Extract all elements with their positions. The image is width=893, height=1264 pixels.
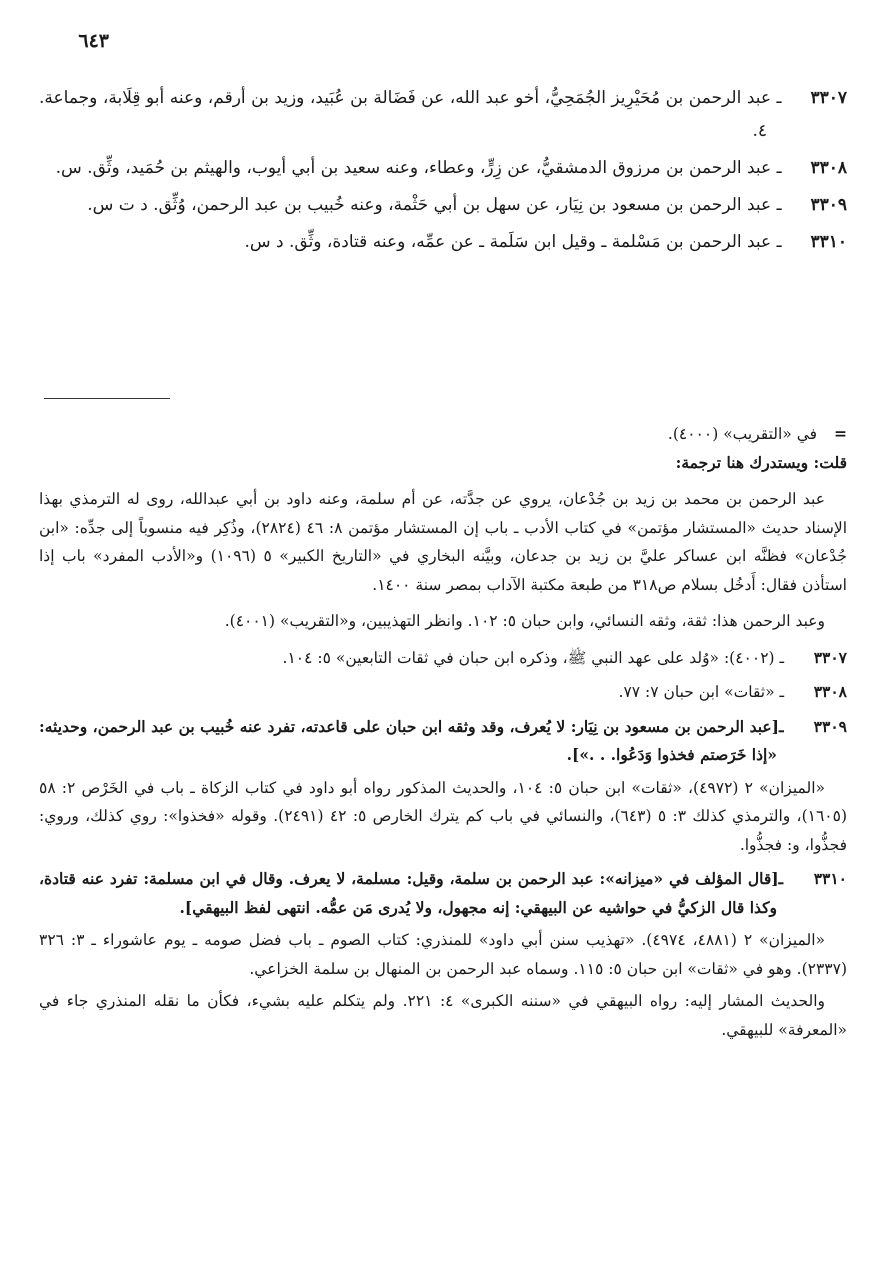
- entry-text: ـ عبد الرحمن بن مَسْلمة ـ وقيل ابن سَلَمة ـ عن عمِّه، وعنه قتادة، وثِّق. د س.: [244, 232, 782, 252]
- footnote-paragraph: عبد الرحمن بن محمد بن زيد بن جُدْعان، يروي عن جدَّته، عن أم سلمة، وعنه داود بن أبي عبدالله، روى له الترمذي بهذا الإسناد حديث «المستشار مؤتمن» في كتاب الأدب ـ باب إن المستشار مؤتمن ٨: ٤٦ (٢٨٢٤)، وذُكِر فيه منسوباً إلى جدِّه: «ابن جُدْعان» فظنَّه ابن عساكر عليَّ بن زيد بن جدعان، وبيَّنه البخاري في «التاريخ الكبير» ٥ (١٠٩٦) و«الأدب المفرد» باب إذا استأذن فقال: أَدخُل بسلام ص٣١٨ من طبعة مكتبة الآداب بمصر سنة ١٤٠٠.: [39, 490, 848, 594]
- footnote-qult: قلت: ويستدرك هنا ترجمة:: [675, 452, 847, 472]
- footnote-item-3309: [39, 713, 847, 770]
- entry-3309: [39, 189, 847, 222]
- page-number: ٦٤٣: [78, 30, 109, 52]
- main-entries: [39, 82, 847, 263]
- footnote-item-number: ٣٣٠٧: [813, 647, 847, 667]
- entry-number: ٣٣٠٨: [810, 158, 847, 178]
- footnote-intro-text: في «التقريب» (٤٠٠٠).: [667, 425, 818, 443]
- entry-number: ٣٣٠٩: [810, 195, 847, 215]
- entry-text: ـ عبد الرحمن بن مرزوق الدمشقيُّ، عن زِرٍّ، وعطاء، وعنه سعيد بن أبي أيوب، والهيثم بن حُمَيد، وثِّق. س.: [55, 158, 782, 178]
- footnote-item-3310: [39, 865, 847, 922]
- footnote-item-text: ـ[عبد الرحمن بن مسعود بن نِيَار: لا يُعرف، وقد وثقه ابن حبان على قاعدته، تفرد عنه خُبيب بن عبد الرحمن، وحديثه: «إذا خَرَصتم فخذوا وَدَعُوا. . .»].: [39, 716, 784, 764]
- footnote-item-text: ـ «ثقات» ابن حبان ٧: ٧٧.: [618, 683, 785, 701]
- entry-text: ـ عبد الرحمن بن مُحَيْرِيز الجُمَحِيُّ، أخو عبد الله، عن فَضَالة بن عُبَيد، وزيد بن أرقم، وعنه أبو قِلَابة، وجماعة. ٤.: [39, 88, 782, 141]
- footnote-paragraph: «الميزان» ٢ (٤٨٨١، ٤٩٧٤). «تهذيب سنن أبي داود» للمنذري: كتاب الصوم ـ باب فضل صومه ـ يوم عاشوراء ـ ٣: ٣٢٦ (٢٣٣٧). وهو في «ثقات» ابن حبان ٥: ١١٥. وسماه عبد الرحمن بن المنهال بن سلمة الخزاعي.: [39, 931, 847, 978]
- entry-number: ٣٣١٠: [810, 232, 847, 252]
- footnote-intro: [39, 420, 847, 449]
- footnote-paragraph: وعبد الرحمن هذا: ثقة، وثقه النسائي، وابن حبان ٥: ١٠٢. وانظر التهذيبين، و«التقريب» (٤٠٠١).: [224, 612, 825, 630]
- entry-3307: [39, 82, 847, 148]
- footnotes: [39, 420, 847, 1048]
- footnote-item-number: ٣٣٠٨: [813, 682, 847, 701]
- footnote-paragraph: «الميزان» ٢ (٤٩٧٢)، «ثقات» ابن حبان ٥: ١٠٤، والحديث المذكور رواه أبو داود في كتاب الزكاة ـ باب في الخَرْص ٢: ٥٨ (١٦٠٥)، والترمذي كذلك ٣: ٥ (٦٤٣)، والنسائي في باب كم يترك الخارص ٥: ٤٢ (٢٤٩١). وقوله «فخذوا»: روي كذلك، وروي: فجذُّوا، و: فجذُّوا.: [39, 778, 847, 854]
- entry-text: ـ عبد الرحمن بن مسعود بن نِيَار، عن سهل بن أبي حَثْمة، وعنه خُبيب بن عبد الرحمن، وُثِّق. د ت س.: [87, 195, 782, 215]
- footnote-item-text: ـ[قال المؤلف في «ميزانه»: عبد الرحمن بن سلمة، وقيل: مسلمة، لا يعرف. وقال في ابن مسلمة: تفرد عنه قتادة، وكذا قال الزكيُّ في حواشيه عن البيهقي: إنه مجهول، ولا يُدرى مَن عمُّه. انتهى لفظ البيهقي].: [39, 869, 784, 917]
- footnote-paragraph: والحديث المشار إليه: رواه البيهقي في «سننه الكبرى» ٤: ٢٢١. ولم يتكلم عليه بشيء، فكأن ما نقله المنذري جاء في «المعرفة» للبيهقي.: [39, 992, 847, 1039]
- entry-3310: [39, 226, 847, 259]
- entry-3308: [39, 152, 847, 185]
- footnote-item-3308: [39, 678, 847, 707]
- footnote-marker: =: [834, 424, 847, 443]
- footnote-item-number: ٣٣٠٩: [813, 716, 847, 736]
- footnote-item-number: ٣٣١٠: [813, 869, 847, 888]
- footnote-item-3307: [39, 644, 847, 673]
- footnote-item-text: ـ (٤٠٠٢): «وُلد على عهد النبي ﷺ، وذكره ابن حبان في ثقات التابعين» ٥: ١٠٤.: [282, 648, 785, 667]
- footnote-divider: [44, 398, 170, 399]
- entry-number: ٣٣٠٧: [810, 88, 847, 108]
